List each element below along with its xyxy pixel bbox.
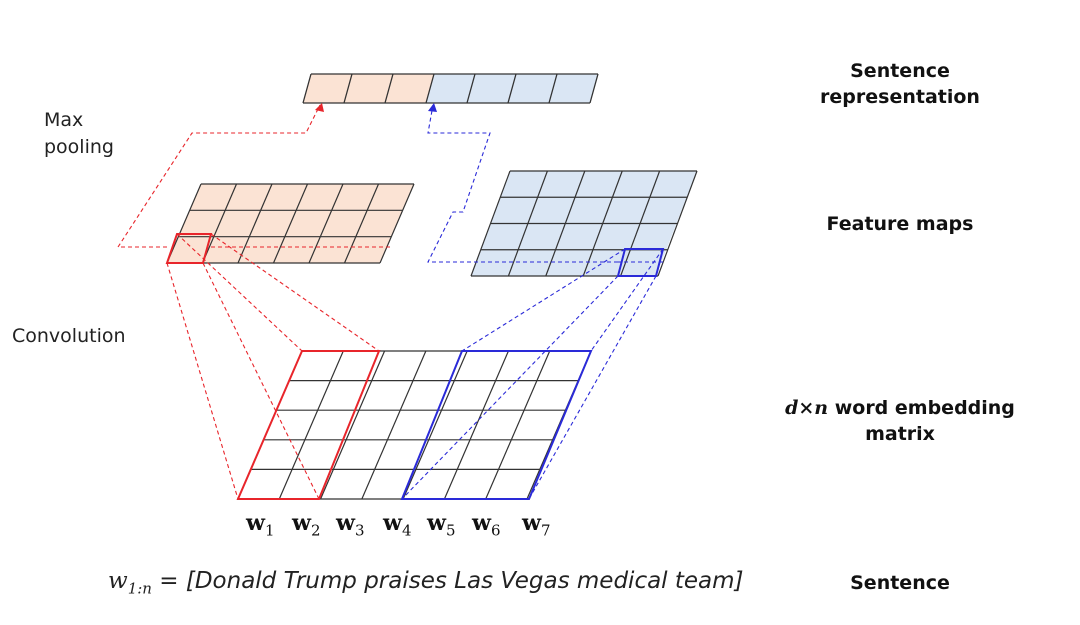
sentence-representation-label [810,58,990,110]
word-base: w [472,510,491,536]
embedding-matrix-line1 [775,395,1025,421]
embedding-col-line [362,351,426,499]
feature-map-left [167,184,414,263]
embedding-col-line [321,351,385,499]
word-base: w [522,510,541,536]
formula-equals: = [151,568,186,594]
word-sub: 3 [354,521,365,540]
embedding-col-line [486,351,550,499]
embedding-line1-rest: word embedding [828,397,1015,419]
sentence-representation-line2: representation [820,86,980,108]
max-pooling-line2: pooling [44,136,114,158]
embedding-matrix-line2: matrix [865,423,935,445]
embedding-col-line [279,351,343,499]
formula-lhs-sub: 1:n [127,579,152,598]
red-convolution-lines [167,234,379,499]
word-base: w [246,510,265,536]
word-label [472,510,501,539]
word-base: w [336,510,355,536]
word-label [427,510,456,539]
word-base: w [292,510,311,536]
word-label [336,510,365,539]
sentence-representation-line1: Sentence [850,60,950,82]
word-sub: 7 [540,521,551,540]
word-sub: 2 [310,521,321,540]
max-pooling-red-arrowhead [315,103,324,112]
embedding-matrix-label [775,395,1025,447]
vector-orange-part [303,74,434,103]
blue-convolution-lines [402,249,663,499]
sentence-formula [108,568,744,598]
sentence-label: Sentence [850,572,950,594]
max-pooling-label [44,107,114,161]
word-base: w [383,510,402,536]
embedding-matrix [238,351,591,499]
feature-maps-label: Feature maps [826,213,974,235]
convolution-label: Convolution [12,325,126,347]
word-label [246,510,275,539]
word-base: w [427,510,446,536]
word-label [522,510,551,539]
embedding-blue-window [402,351,591,499]
word-sub: 5 [445,521,456,540]
word-label [292,510,321,539]
formula-sentence-text: [Donald Trump praises Las Vegas medical team] [185,568,744,594]
word-sub: 4 [401,521,412,540]
embedding-math: d×n [785,397,829,419]
word-sub: 6 [490,521,501,540]
sentence-representation-vector [303,74,598,103]
word-label [383,510,412,539]
max-pooling-line1: Max [44,109,84,131]
max-pooling-blue-arrowhead [428,103,437,112]
feature-map-right [471,171,697,276]
formula-lhs: w [108,568,128,594]
embedding-col-line [403,351,467,499]
word-sub: 1 [264,521,275,540]
